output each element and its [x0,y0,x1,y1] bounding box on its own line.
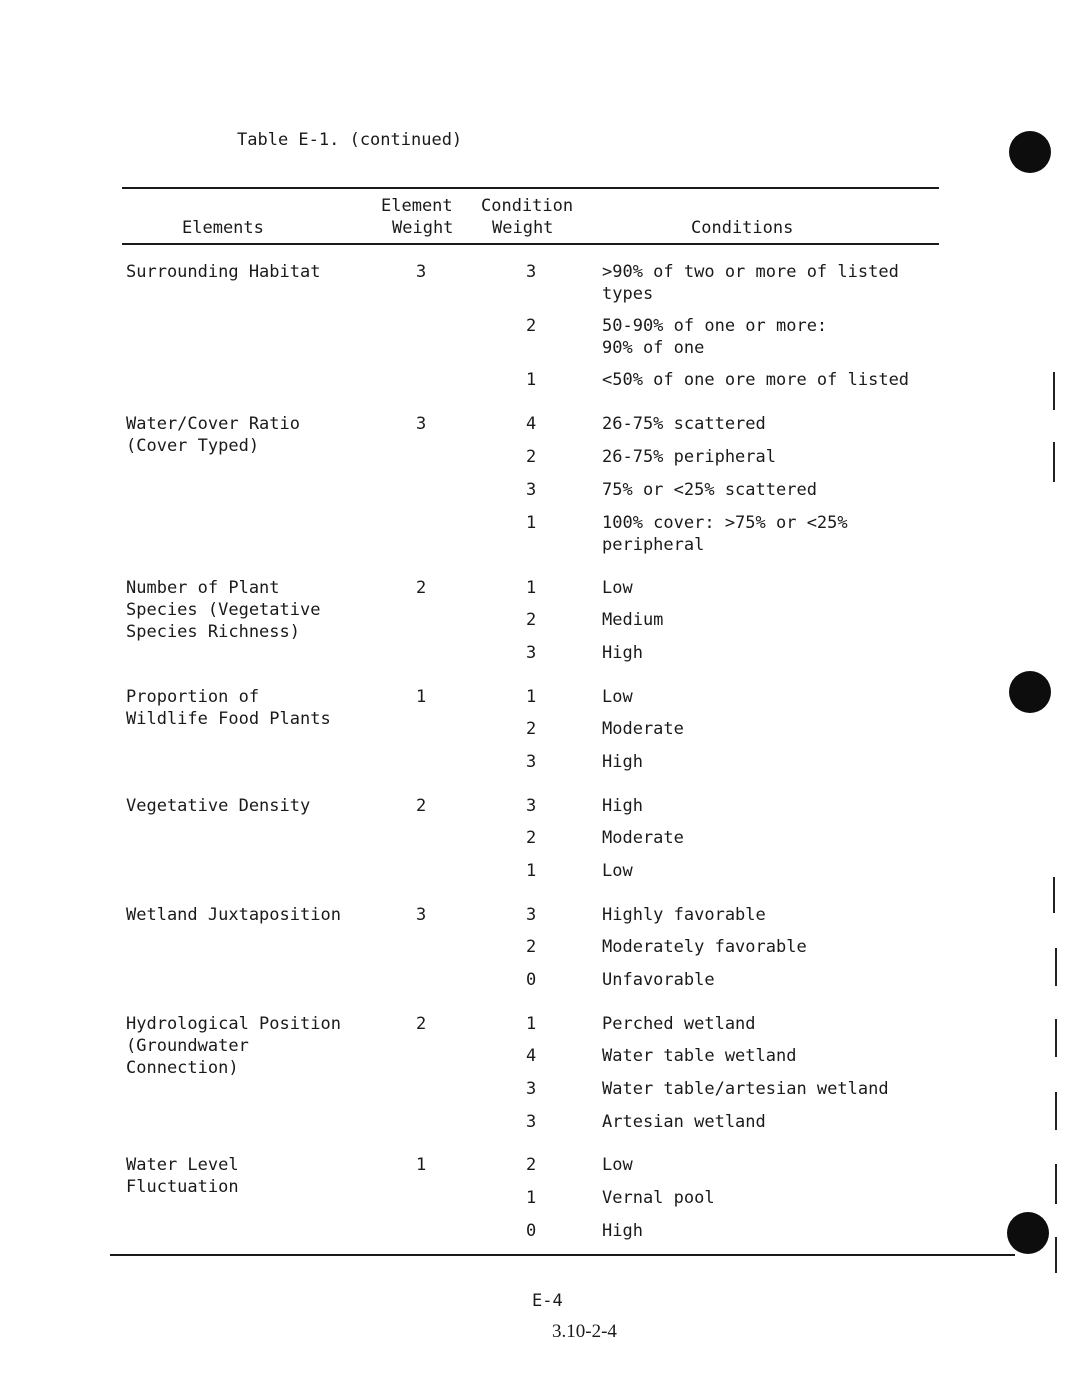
element-name: Vegetative Density [126,796,311,816]
element-name: (Groundwater [126,1036,249,1056]
condition-text: 26-75% peripheral [602,447,776,467]
condition-text: types [602,284,654,304]
element-name: Wildlife Food Plants [126,709,331,729]
condition-text: 75% or <25% scattered [602,480,817,500]
scan-edge-mark [1055,948,1057,986]
element-name: Wetland Juxtaposition [126,905,341,925]
condition-weight: 3 [526,643,537,663]
condition-text: Vernal pool [602,1188,715,1208]
element-name: Water/Cover Ratio [126,414,300,434]
element-weight: 1 [416,687,427,707]
element-name: Fluctuation [126,1177,239,1197]
condition-weight: 1 [526,687,537,707]
table-caption: Table E-1. (continued) [237,130,463,150]
condition-weight: 0 [526,970,537,990]
punch-hole-middle [1009,671,1051,713]
header-bottom-rule [122,243,939,245]
scan-edge-mark [1053,372,1055,410]
header-element-weight-line1: Element [381,196,453,216]
condition-weight: 1 [526,370,537,390]
element-name: Hydrological Position [126,1014,341,1034]
condition-text: Low [602,861,633,881]
condition-weight: 2 [526,828,537,848]
header-element-weight-line2: Weight [392,218,454,238]
header-condition-weight-line2: Weight [492,218,554,238]
scan-edge-mark [1055,1019,1057,1057]
table-bottom-rule [110,1254,1015,1256]
condition-weight: 1 [526,1014,537,1034]
condition-text: High [602,752,643,772]
element-weight: 2 [416,1014,427,1034]
condition-text: >90% of two or more of listed [602,262,899,282]
element-weight: 1 [416,1155,427,1175]
scan-edge-mark [1053,877,1055,913]
condition-text: Perched wetland [602,1014,756,1034]
condition-weight: 3 [526,480,537,500]
condition-weight: 4 [526,1046,537,1066]
condition-weight: 3 [526,752,537,772]
condition-text: Moderately favorable [602,937,807,957]
header-conditions: Conditions [691,218,794,238]
condition-text: 90% of one [602,338,705,358]
scan-edge-mark [1053,442,1055,482]
condition-weight: 1 [526,513,537,533]
condition-text: <50% of one ore more of listed [602,370,910,390]
header-condition-weight-line1: Condition [481,196,574,216]
condition-text: Highly favorable [602,905,766,925]
header-elements: Elements [182,218,264,238]
scan-edge-mark [1055,1092,1057,1130]
element-weight: 3 [416,414,427,434]
element-weight: 3 [416,262,427,282]
condition-weight: 2 [526,719,537,739]
condition-weight: 4 [526,414,537,434]
condition-weight: 3 [526,262,537,282]
condition-weight: 3 [526,905,537,925]
condition-text: Low [602,687,633,707]
condition-text: High [602,1221,643,1241]
condition-text: 100% cover: >75% or <25% [602,513,848,533]
element-weight: 2 [416,796,427,816]
table-top-rule [122,187,939,189]
element-name: Surrounding Habitat [126,262,321,282]
condition-text: Moderate [602,719,684,739]
condition-weight: 2 [526,447,537,467]
condition-weight: 2 [526,610,537,630]
element-name: (Cover Typed) [126,436,260,456]
condition-weight: 1 [526,1188,537,1208]
element-name: Proportion of [126,687,260,707]
scan-edge-mark [1055,1164,1057,1204]
condition-text: High [602,643,643,663]
element-name: Species (Vegetative [126,600,321,620]
condition-weight: 2 [526,316,537,336]
condition-weight: 2 [526,937,537,957]
condition-text: High [602,796,643,816]
condition-text: 26-75% scattered [602,414,766,434]
condition-weight: 3 [526,1112,537,1132]
condition-text: Low [602,578,633,598]
condition-text: Water table wetland [602,1046,797,1066]
element-name: Species Richness) [126,622,300,642]
punch-hole-top [1009,131,1051,173]
scan-edge-mark [1055,1237,1057,1273]
condition-weight: 0 [526,1221,537,1241]
condition-text: Medium [602,610,664,630]
element-name: Water Level [126,1155,239,1175]
condition-weight: 1 [526,578,537,598]
condition-text: Water table/artesian wetland [602,1079,889,1099]
element-weight: 3 [416,905,427,925]
condition-text: peripheral [602,535,705,555]
condition-text: Unfavorable [602,970,715,990]
punch-hole-bottom [1007,1212,1049,1254]
condition-weight: 3 [526,796,537,816]
element-name: Connection) [126,1058,239,1078]
condition-weight: 1 [526,861,537,881]
condition-weight: 3 [526,1079,537,1099]
condition-text: 50-90% of one or more: [602,316,828,336]
condition-weight: 2 [526,1155,537,1175]
page-number: E-4 [532,1291,563,1311]
condition-text: Artesian wetland [602,1112,766,1132]
condition-text: Moderate [602,828,684,848]
document-code: 3.10-2-4 [552,1321,617,1342]
element-name: Number of Plant [126,578,280,598]
condition-text: Low [602,1155,633,1175]
element-weight: 2 [416,578,427,598]
